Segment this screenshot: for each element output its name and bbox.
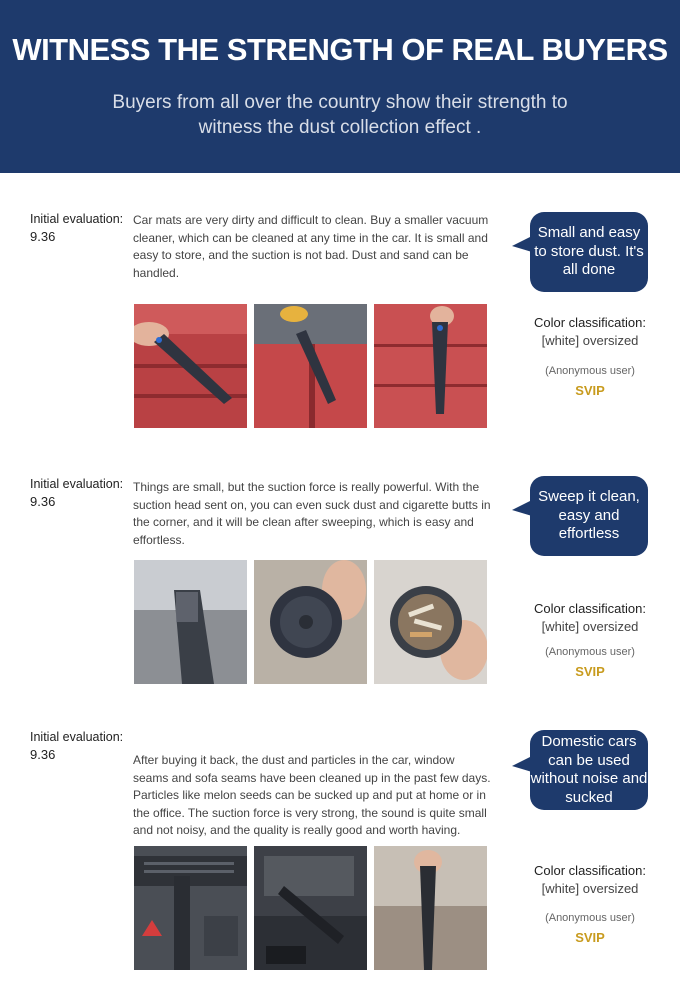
review-photo-vacuum-in-door-pocket[interactable] (134, 560, 247, 684)
reviewer-level-badge: SVIP (575, 664, 605, 679)
review-text: After buying it back, the dust and particles in the car, window seams and sofa seams have been cleaned up in the past few days. Particles like melon seeds can be sucked up and put at home or in the office. The suction force is very strong, the sound is quite small and not noisy, and the quality is really good and worth having. (133, 753, 491, 837)
vacuum-between-seats-image (254, 304, 367, 428)
color-classification-label: Color classification: (534, 601, 646, 616)
page-title: WITNESS THE STRENGTH OF REAL BUYERS (12, 32, 668, 67)
vacuum-door-pocket-image (134, 560, 247, 684)
evaluation-label: Initial evaluation: (30, 730, 124, 744)
review-photo-vacuum-at-air-vent[interactable] (134, 846, 247, 970)
review-photo-vacuum-held-floor[interactable] (374, 846, 487, 970)
dust-cup-debris-image (374, 560, 487, 684)
vacuum-on-seat-image (134, 304, 247, 428)
evaluation-score: 9.36 (30, 747, 56, 762)
review-photo-vacuum-on-red-seat[interactable] (134, 304, 247, 428)
evaluation-score: 9.36 (30, 229, 56, 244)
bubble-tail (512, 756, 532, 772)
review-photo-vacuum-between-seats[interactable] (254, 304, 367, 428)
highlight-bubble: Domestic cars can be used without noise and sucked (530, 730, 648, 810)
reviewer-name: (Anonymous user) (545, 912, 635, 924)
evaluation-label: Initial evaluation: (30, 477, 124, 491)
reviewer-level-badge: SVIP (575, 383, 605, 398)
vacuum-console-image (254, 846, 367, 970)
evaluation-score: 9.36 (30, 494, 56, 509)
dust-cup-top-image (254, 560, 367, 684)
vacuum-upright-image (374, 304, 487, 428)
color-classification-value: [white] oversized (541, 881, 639, 896)
review-text: Car mats are very dirty and difficult to clean. Buy a smaller vacuum cleaner, which can be cleaned at any time in the car. It is small and easy to store, and the suction is not bad. Dust and sand can be handled. (133, 213, 489, 280)
color-classification-label: Color classification: (534, 315, 646, 330)
vacuum-air-vent-image (134, 846, 247, 970)
reviewer-name: (Anonymous user) (545, 646, 635, 658)
highlight-bubble: Sweep it clean, easy and effortless (530, 476, 648, 556)
review-photo-dust-cup-with-debris[interactable] (374, 560, 487, 684)
color-classification-value: [white] oversized (541, 619, 639, 634)
review-photo-vacuum-at-console[interactable] (254, 846, 367, 970)
header-banner (0, 0, 680, 173)
highlight-bubble: Small and easy to store dust. It's all done (530, 212, 648, 292)
color-classification-value: [white] oversized (541, 333, 639, 348)
review-text: Things are small, but the suction force is really powerful. With the suction head sent on, you can even suck dust and cigarette butts in the corner, and it will be clean after sweeping, which is easy and effortless. (133, 480, 491, 547)
page-subtitle: Buyers from all over the country show their strength to witness the dust collection effect . (112, 92, 568, 138)
review-photo-vacuum-held-upright[interactable] (374, 304, 487, 428)
reviewer-name: (Anonymous user) (545, 365, 635, 377)
bubble-tail (512, 500, 532, 516)
review-photo-dust-cup-top[interactable] (254, 560, 367, 684)
reviewer-level-badge: SVIP (575, 930, 605, 945)
vacuum-floor-image (374, 846, 487, 970)
evaluation-label: Initial evaluation: (30, 212, 124, 226)
color-classification-label: Color classification: (534, 863, 646, 878)
bubble-tail (512, 236, 532, 252)
